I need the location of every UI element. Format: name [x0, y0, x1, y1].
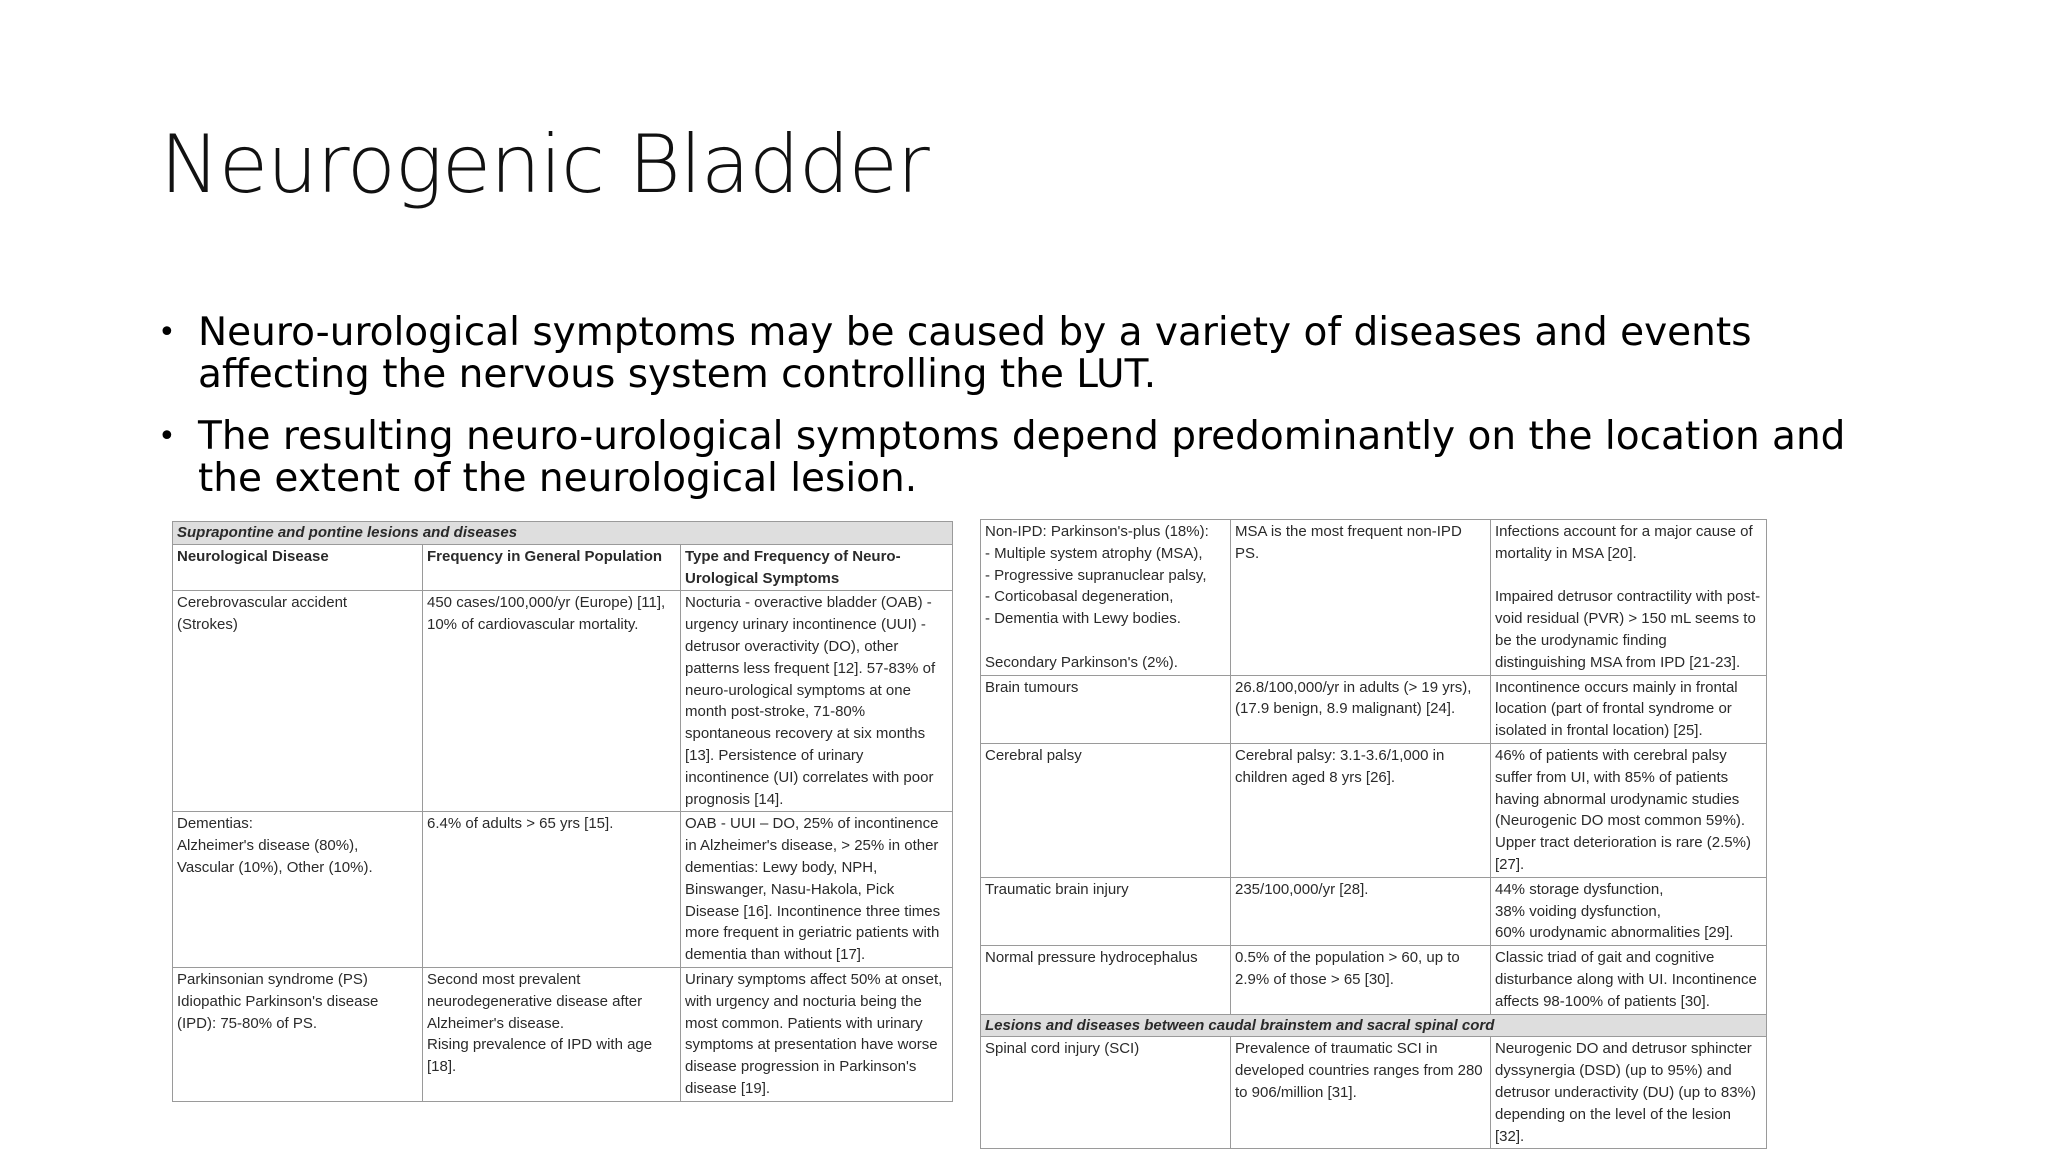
table-cell: Urinary symptoms affect 50% at onset, with urgency and nocturia being the most common. Patients with urinary symptoms at presentation have worse disease progression in Parkinson's disease [19].: [681, 967, 953, 1101]
table-row: [981, 877, 1767, 945]
table-cell: Traumatic brain injury: [981, 877, 1231, 945]
column-header: Neurological Disease: [173, 544, 423, 591]
table-cell: Classic triad of gait and cognitive disturbance along with UI. Incontinence affects 98-100% of patients [30].: [1491, 946, 1767, 1014]
bullet-icon: •: [158, 315, 176, 350]
table-header-row: [173, 544, 953, 591]
right-table: [980, 519, 1767, 1149]
table-cell: 26.8/100,000/yr in adults (> 19 yrs), (17.9 benign, 8.9 malignant) [24].: [1231, 675, 1491, 743]
table-row: [981, 743, 1767, 877]
table-cell: OAB - UUI – DO, 25% of incontinence in Alzheimer's disease, > 25% in other dementias: Lewy body, NPH, Binswanger, Nasu-Hakola, Pick Disease [16]. Incontinence three times more frequent in geriatric patients with dementia than without [17].: [681, 812, 953, 968]
table-cell: Incontinence occurs mainly in frontal location (part of frontal syndrome or isolated in frontal location) [25].: [1491, 675, 1767, 743]
table-section-row: [173, 522, 953, 545]
slide-title: Neurogenic Bladder: [160, 118, 929, 211]
table-cell: 46% of patients with cerebral palsy suffer from UI, with 85% of patients having abnormal urodynamic studies (Neurogenic DO most common 59%). Upper tract deterioration is rare (2.5%) [27].: [1491, 743, 1767, 877]
table-cell: Brain tumours: [981, 675, 1231, 743]
bullet-item: [150, 416, 1870, 500]
table-row: [173, 591, 953, 812]
table-cell: Prevalence of traumatic SCI in developed countries ranges from 280 to 906/million [31].: [1231, 1037, 1491, 1149]
table-row: [981, 520, 1767, 676]
table-cell: Cerebral palsy: 3.1-3.6/1,000 in children aged 8 yrs [26].: [1231, 743, 1491, 877]
table-cell: 44% storage dysfunction, 38% voiding dysfunction, 60% urodynamic abnormalities [29].: [1491, 877, 1767, 945]
table-row: [173, 967, 953, 1101]
table-cell: Neurogenic DO and detrusor sphincter dyssynergia (DSD) (up to 95%) and detrusor underactivity (DU) (up to 83%) depending on the level of the lesion [32].: [1491, 1037, 1767, 1149]
table-cell: Normal pressure hydrocephalus: [981, 946, 1231, 1014]
bullet-icon: •: [158, 419, 176, 454]
table-cell: Cerebral palsy: [981, 743, 1231, 877]
table-cell: Infections account for a major cause of mortality in MSA [20]. Impaired detrusor contractility with post-void residual (PVR) > 150 mL seems to be the urodynamic finding distinguishing MSA from IPD [21-23].: [1491, 520, 1767, 676]
table-cell: Second most prevalent neurodegenerative disease after Alzheimer's disease. Rising prevalence of IPD with age [18].: [423, 967, 681, 1101]
bullet-item: [150, 312, 1870, 396]
table-cell: Dementias: Alzheimer's disease (80%), Vascular (10%), Other (10%).: [173, 812, 423, 968]
table-cell: 235/100,000/yr [28].: [1231, 877, 1491, 945]
table-cell: 0.5% of the population > 60, up to 2.9% of those > 65 [30].: [1231, 946, 1491, 1014]
table-row: [981, 675, 1767, 743]
table-section-row: [981, 1014, 1767, 1037]
table-cell: 6.4% of adults > 65 yrs [15].: [423, 812, 681, 968]
table-row: [173, 812, 953, 968]
column-header: Frequency in General Population: [423, 544, 681, 591]
table-cell: Parkinsonian syndrome (PS) Idiopathic Parkinson's disease (IPD): 75-80% of PS.: [173, 967, 423, 1101]
table-cell: Nocturia - overactive bladder (OAB) - urgency urinary incontinence (UUI) - detrusor overactivity (DO), other patterns less frequent [12]. 57-83% of neuro-urological symptoms at one month post-stroke, 71-80% spontaneous recovery at six months [13]. Persistence of urinary incontinence (UI) correlates with poor prognosis [14].: [681, 591, 953, 812]
bullet-text: Neuro-urological symptoms may be caused by a variety of diseases and events affecting the nervous system controlling the LUT.: [198, 310, 1752, 397]
table-cell: Spinal cord injury (SCI): [981, 1037, 1231, 1149]
table-cell: Non-IPD: Parkinson's-plus (18%): - Multiple system atrophy (MSA), - Progressive supranuclear palsy, - Corticobasal degeneration, - Dementia with Lewy bodies. Secondary Parkinson's (2%).: [981, 520, 1231, 676]
table-section-heading: Suprapontine and pontine lesions and diseases: [173, 522, 953, 545]
column-header: Type and Frequency of Neuro-Urological Symptoms: [681, 544, 953, 591]
bullet-text: The resulting neuro-urological symptoms depend predominantly on the location and the extent of the neurological lesion.: [198, 414, 1846, 501]
table-section-heading: Lesions and diseases between caudal brainstem and sacral spinal cord: [981, 1014, 1767, 1037]
table-cell: MSA is the most frequent non-IPD PS.: [1231, 520, 1491, 676]
left-table: [172, 521, 953, 1102]
table-cell: 450 cases/100,000/yr (Europe) [11], 10% of cardiovascular mortality.: [423, 591, 681, 812]
table-row: [981, 1037, 1767, 1149]
bullet-list: [150, 312, 1870, 520]
table-row: [981, 946, 1767, 1014]
table-cell: Cerebrovascular accident (Strokes): [173, 591, 423, 812]
